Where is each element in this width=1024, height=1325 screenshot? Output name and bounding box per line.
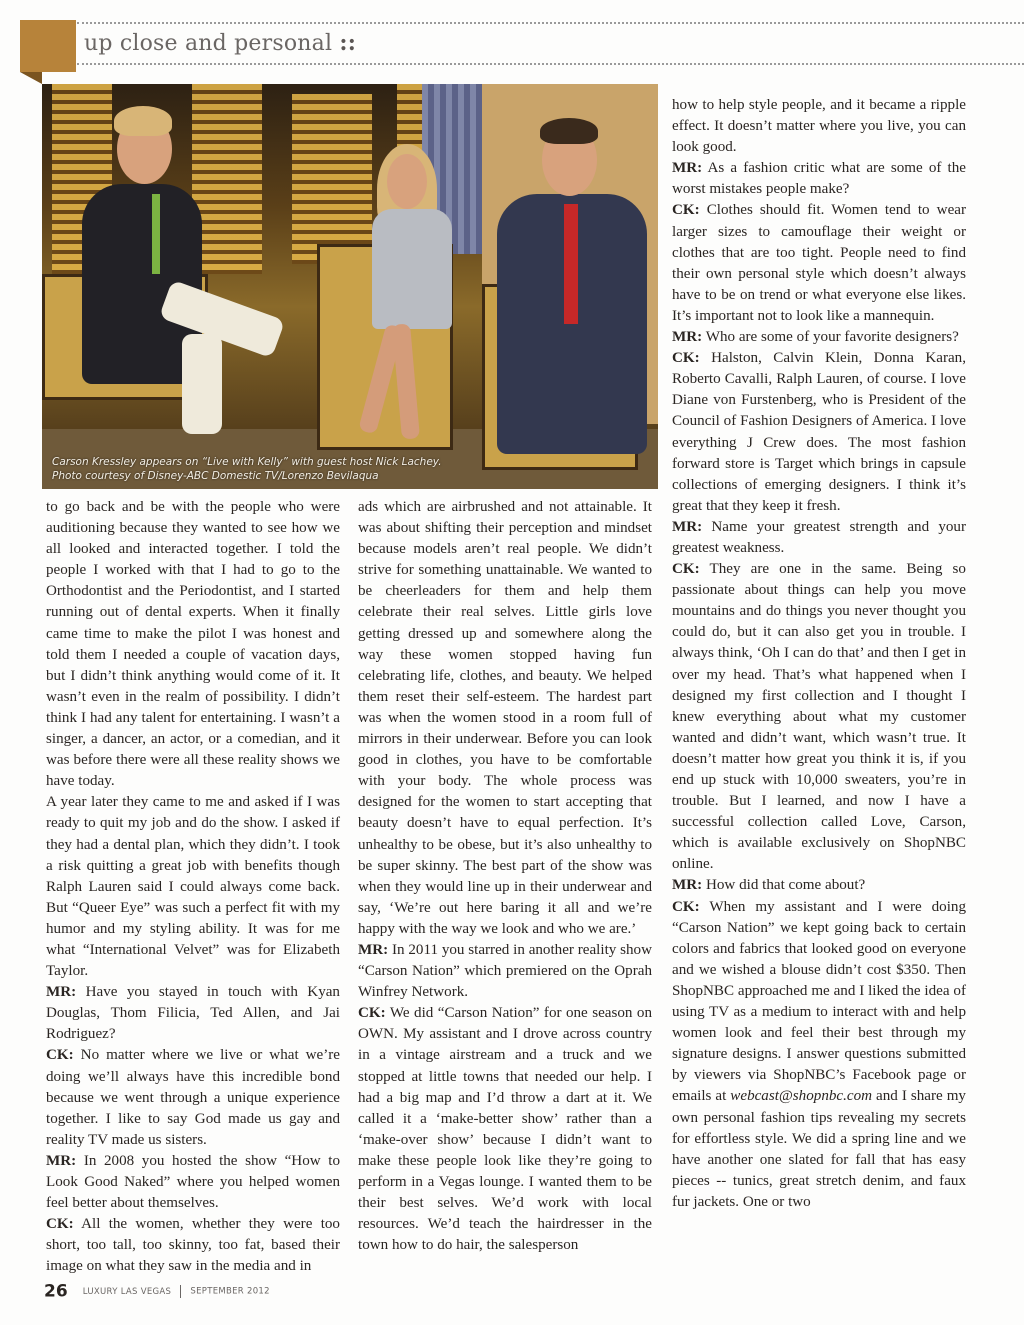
section-title [84,30,356,56]
paragraph-text: As a fashion critic what are some of the worst mistakes people make? [672,160,966,198]
interview-answer [672,559,966,875]
interview-question [672,327,966,348]
paragraph-text: We did “Carson Nation” for one season on OWN. My assistant and I drove across country in a vintage airstream and a truck and we stopped at little towns that needed our help. I had a big map and I’d throw a dart at it. We called it a ‘make-better show’ rather than a ‘make-over show’ because I didn’t want to make these people look like they’re going to perform in a Vegas lounge. I wanted them to be their best selves. We’d work with local resources. We’d teach the hairdresser in the town how to do hair, the salesperson [358,1005,652,1254]
paragraph-text: Name your greatest strength and your greatest weakness. [672,518,966,556]
interview-answer [46,1045,340,1150]
paragraph [672,95,966,158]
photo-backdrop-building [192,84,262,274]
article-column-3 [672,95,966,1213]
interview-question [672,517,966,559]
photo-white-pants [182,334,222,434]
photo-hair [114,106,172,136]
interview-question [358,940,652,1003]
photo-red-tie [564,204,578,324]
article-photo [42,84,658,489]
interview-question [672,875,966,896]
article-column-2 [358,497,652,1256]
speaker-label: MR: [358,941,389,958]
paragraph-text: All the women, whether they were too short, too tall, too skinny, too fat, based their image on what they saw in the media and in [46,1216,340,1275]
photo-backdrop-building [292,94,372,264]
paragraph [358,497,652,940]
speaker-label: CK: [46,1216,74,1233]
interview-question [46,1151,340,1214]
paragraph-text: They are one in the same. Being so passionate about things can help you move mountains and do things you never thought you could do, but it can also get you in trouble. I always think, ‘Oh I can do that’ and then I get in over my head. That’s what happened when I designed my first collection and I thought I knew everything about what my customer wanted and didn’t want, which wasn’t true. It doesn’t matter how great you think it is, if you end up stuck with 10,000 sweaters, you’re in trouble. But I learned, and now I have a successful collection called Love, Carson, which is available exclusively on ShopNBC online. [672,561,966,873]
paragraph-text: How did that come about? [705,877,866,894]
interview-answer [672,200,966,327]
speaker-label: CK: [672,202,700,219]
speaker-label: CK: [358,1005,386,1022]
paragraph-text: and I share my own personal fashion tips revealing my secrets for effortless style. We did a spring line and we have another one slated for fall that has easy pieces -- tunics, great stretch denim, and faux fur jackets. One or two [672,1088,966,1210]
interview-answer [358,1003,652,1256]
header-dotted-rule-top [77,22,1024,24]
paragraph-text: ads which are airbrushed and not attainable. It was about shifting their perception and mindset because models aren’t real people. We didn’t strive for something unattainable. We wanted to be cheerleaders for them and help them celebrate their real selves. Little girls love getting dressed up and somewhere along the way these women stopped having fun celebrating life, clothes, and beauty. We helped them reset their self-esteem. The hardest part was when the women stood in a room full of mirrors in their underwear. Before you can look good in clothes, you have to be comfortable with your body. The whole process was designed for the women to start accepting that beauty doesn’t have to equal perfection. It’s unhealthy to be obese, but it’s also unhealthy to be super skinny. The best part of the show was when they would line up in their underwear and say, ‘We’re out here baring it all and we’re happy with the way we look and who we are.’ [358,499,652,937]
paragraph-text: Have you stayed in touch with Kyan Douglas, Thom Filicia, Ted Allen, and Jai Rodriguez? [46,984,340,1043]
photo-hair [540,118,598,144]
speaker-label: CK: [46,1047,74,1064]
photo-head [387,154,427,209]
section-accent-tab [20,20,76,72]
publication-name: LUXURY LAS VEGAS [82,1286,172,1297]
issue-date: SEPTEMBER 2012 [190,1286,270,1297]
speaker-label: MR: [46,984,77,1001]
speaker-label: MR: [672,877,703,894]
photo-credit-line: Photo courtesy of Disney-ABC Domestic TV/Lorenzo Bevilaqua [52,470,379,482]
photo-caption-line: Carson Kressley appears on “Live with Kelly” with guest host Nick Lachey. [52,456,442,468]
interview-answer [672,897,966,1213]
interview-question [46,982,340,1045]
header-dotted-rule-bottom [77,63,1024,65]
page-footer [44,1281,270,1302]
interview-question [672,158,966,200]
article-column-1 [46,497,340,1277]
email-link[interactable]: webcast@shopnbc.com [730,1088,873,1105]
paragraph-text: how to help style people, and it became a ripple effect. It doesn’t matter where you live, you can look good. [672,97,966,156]
footer-divider [180,1285,181,1298]
section-title-mark: :: [339,30,357,56]
page-number: 26 [44,1281,68,1302]
paragraph-text: In 2011 you starred in another reality show “Carson Nation” which premiered on the Oprah Winfrey Network. [358,941,652,1001]
paragraph-text: Clothes should fit. Women tend to wear larger sizes to camouflage their weight or clothes that are too tight. People need to find their own personal style which doesn’t always have to be on trend or what everyone else likes. It’s important not to look like a mannequin. [672,202,966,324]
paragraph [46,792,340,982]
speaker-label: MR: [672,160,703,177]
paragraph-text: A year later they came to me and asked if I was ready to quit my job and do the show. I asked if they had a dental plan, which they didn’t. I took a risk quitting a great job with benefits though Ralph Lauren said I could always come back. But “Queer Eye” was such a perfect fit with my humor and my styling ability. It was for me what “International Velvet” was for Elizabeth Taylor. [46,794,340,980]
paragraph-text: When my assistant and I were doing “Carson Nation” we kept going back to certain colors and fabrics that looked good on everyone and we wished a blouse didn’t cost $350. Then ShopNBC approached me and I liked the idea of using TV as a medium to interact with and help women look and feel their best through my signature designs. I answer questions submitted by viewers via ShopNBC’s Facebook page or emails at [672,898,966,1105]
photo-dress [372,209,452,329]
section-title-text: up close and personal [84,31,333,56]
speaker-label: CK: [672,561,700,578]
speaker-label: CK: [672,898,700,915]
paragraph-text: Halston, Calvin Klein, Donna Karan, Roberto Cavalli, Ralph Lauren, of course. I love Diane von Furstenberg, who is President of the Council of Fashion Designers of America. I love everything J Crew does. The most fashion forward store is Target which brings in capsule collections of emerging designers. I think it’s great that they keep it fresh. [672,350,966,514]
paragraph-text: In 2008 you hosted the show “How to Look Good Naked” where you helped women feel better about themselves. [46,1152,340,1212]
paragraph-text: Who are some of your favorite designers? [705,329,959,346]
section-accent-fold [20,72,42,84]
speaker-label: MR: [46,1152,77,1169]
interview-answer [46,1214,340,1277]
interview-answer [672,348,966,517]
photo-caption [52,455,442,483]
photo-green-tie [152,194,160,274]
paragraph-text: to go back and be with the people who were auditioning because they wanted to see how we all looked and interacted together. I told the people I worked with that I had to go to the Orthodontist and the Periodontist, and I started running out of dental experts. When it finally came time to make the pilot I was honest and told them I needed a couple of vacation days, but I didn’t think anything would come of it. It wasn’t even in the realm of possibility. I didn’t think I had any talent for entertaining. I wasn’t a singer, a dancer, an actor, or a comedian, and it was before there were all these reality shows we have today. [46,499,340,790]
speaker-label: MR: [672,518,703,535]
paragraph [46,497,340,792]
speaker-label: MR: [672,329,703,346]
paragraph-text: No matter where we live or what we’re doing we’ll always have this incredible bond because we went through a unique experience together. I like to say God made us gay and reality TV made us sisters. [46,1047,340,1148]
speaker-label: CK: [672,350,700,367]
